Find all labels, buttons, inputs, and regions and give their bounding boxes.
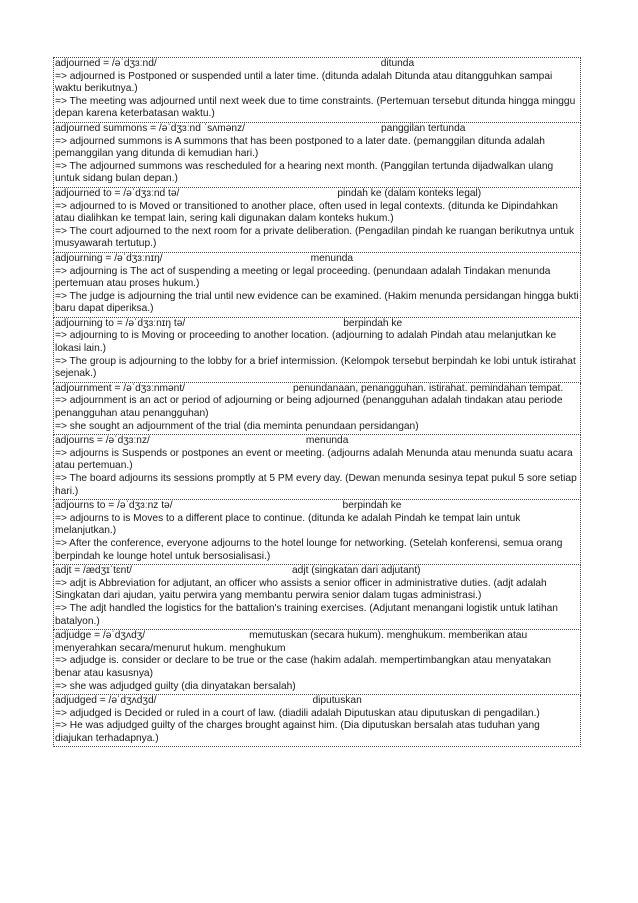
- entry-definition: => adjournment is an act or period of adjourning or being adjourned (penangguhan adalah tindakan atau periode penangguhan atau penangguhan): [55, 395, 563, 420]
- entry-definition: => adjt is Abbreviation for adjutant, an officer who assists a senior officer in administrative duties. (adjt adalah Singkatan dari ajudan, yaitu perwira yang membantu perwira senior dalam tugas administrasi.): [55, 577, 547, 602]
- entry-header: [55, 695, 579, 708]
- entry-header: [55, 630, 579, 655]
- entry-header: [55, 565, 579, 578]
- entry-term: adjourns to = /əˈdʒɜːnz tə/: [55, 500, 173, 512]
- entry-header: [55, 188, 579, 201]
- entry-example: => she was adjudged guilty (dia dinyatakan bersalah): [55, 680, 296, 692]
- glossary-entry: [53, 253, 581, 318]
- entry-example: => The board adjourns its sessions promptly at 5 PM every day. (Dewan menunda sesinya tepat pukul 5 sore setiap hari.): [55, 473, 577, 497]
- entry-definition: => adjourns to is Moves to a different place to continue. (ditunda ke adalah Pindah ke tempat lain untuk melanjutkan.): [55, 512, 521, 537]
- entry-term: adjournment = /əˈdʒɜːnmənt/: [55, 382, 185, 394]
- glossary-entry: [53, 318, 581, 383]
- entry-header: [55, 58, 579, 71]
- entry-example: => The adjt handled the logistics for the battalion's training exercises. (Adjutant menangani logistik untuk latihan batalyon.): [55, 602, 558, 627]
- entry-translation: berpindah ke: [343, 317, 403, 329]
- entry-term: adjudged = /əˈdʒʌdʒd/: [55, 695, 157, 707]
- entry-translation: panggilan tertunda: [381, 122, 466, 134]
- entry-example: => He was adjudged guilty of the charges brought against him. (Dia diputuskan bersalah atas tuduhan yang diajukan terhadapnya.): [55, 720, 540, 744]
- glossary-entry: [53, 383, 581, 435]
- entry-term: adjourning to = /əˈdʒɜːnɪŋ tə/: [55, 317, 186, 329]
- entry-term: adjourned = /əˈdʒɜːnd/: [55, 58, 157, 69]
- entry-term: adjourning = /əˈdʒɜːnɪŋ/: [55, 252, 163, 264]
- entry-translation: diputuskan: [312, 695, 362, 707]
- glossary-page: [53, 57, 581, 747]
- entry-header: [55, 383, 579, 396]
- entry-term: adjourned to = /əˈdʒɜːnd tə/: [55, 187, 180, 199]
- entry-definition: => adjudge is. consider or declare to be true or the case (hakim adalah. mempertimbangkan atau menyatakan benar atau kasusnya): [55, 655, 552, 679]
- glossary-entry: [53, 500, 581, 565]
- glossary-entry: [53, 123, 581, 188]
- entry-term: adjourns = /əˈdʒɜːnz/: [55, 435, 150, 447]
- entry-translation: penundanaan, penangguhan. istirahat. pemindahan tempat.: [293, 382, 564, 394]
- entry-header: [55, 435, 579, 448]
- glossary-entry: [53, 57, 581, 123]
- entry-definition: => adjudged is Decided or ruled in a court of law. (diadili adalah Diputuskan atau diputuskan di pengadilan.): [55, 707, 540, 719]
- entry-translation: menunda: [305, 435, 349, 447]
- entry-translation: menunda: [310, 252, 354, 264]
- entry-header: [55, 318, 579, 331]
- entry-translation: ditunda: [380, 58, 415, 69]
- entry-translation: berpindah ke: [342, 500, 402, 512]
- glossary-entry: [53, 695, 581, 747]
- entry-definition: => adjourning to is Moving or proceeding to another location. (adjourning to adalah Pindah atau melanjutkan ke lokasi lain.): [55, 330, 557, 355]
- entry-term: adjt = /ædʒɪˈtɛnt/: [55, 565, 132, 577]
- entry-example: => The group is adjourning to the lobby for a brief intermission. (Kelompok tersebut berpindah ke lobi untuk istirahat sejenak.): [55, 355, 576, 380]
- entry-example: => The meeting was adjourned until next week due to time constraints. (Pertemuan tersebut ditunda hingga minggu depan karena keterbatasan waktu.): [55, 95, 576, 120]
- entry-definition: => adjourned is Postponed or suspended until a later time. (ditunda adalah Ditunda atau ditangguhkan sampai waktu berikutnya.): [55, 70, 553, 95]
- glossary-entry: [53, 630, 581, 695]
- entry-term: adjourned summons = /əˈdʒɜːnd ˈsʌmənz/: [55, 122, 246, 134]
- entry-example: => After the conference, everyone adjourns to the hotel lounge for networking. (Setelah konferensi, semua orang berpindah ke lounge hotel untuk bersosialisasi.): [55, 537, 563, 562]
- entry-example: => The judge is adjourning the trial until new evidence can be examined. (Hakim menunda persidangan hingga bukti baru dapat diperiksa.): [55, 290, 579, 315]
- entry-header: [55, 500, 579, 513]
- entry-definition: => adjourned to is Moved or transitioned to another place, often used in legal contexts. (ditunda ke Dipindahkan atau dialihkan ke tempat lain, sering kali digunakan dalam konteks hukum.): [55, 200, 558, 225]
- entry-translation: memutuskan (secara hukum). menghukum. memberikan atau menyerahkan secara/menurut hukum. menghukum: [55, 630, 528, 654]
- entry-translation: pindah ke (dalam konteks legal): [337, 187, 482, 199]
- entry-example: => The court adjourned to the next room for a private deliberation. (Pengadilan pindah ke ruangan berikutnya untuk musyawarah tertutup.): [55, 225, 575, 250]
- entry-term: adjudge = /əˈdʒʌdʒ/: [55, 630, 146, 642]
- entry-example: => The adjourned summons was rescheduled for a hearing next month. (Panggilan tertunda dijadwalkan ulang untuk sidang bulan depan.): [55, 160, 554, 185]
- glossary-entry: [53, 435, 581, 500]
- entry-definition: => adjourns is Suspends or postpones an event or meeting. (adjourns adalah Menunda atau menunda suatu acara atau pertemuan.): [55, 447, 573, 472]
- entry-header: [55, 123, 579, 136]
- glossary-entry: [53, 565, 581, 630]
- entry-example: => she sought an adjournment of the trial (dia meminta penundaan persidangan): [55, 420, 419, 432]
- entry-definition: => adjourning is The act of suspending a meeting or legal proceeding. (penundaan adalah Tindakan menunda pertemuan atau proses hukum.): [55, 265, 551, 290]
- glossary-entry: [53, 188, 581, 253]
- entry-header: [55, 253, 579, 266]
- entry-definition: => adjourned summons is A summons that has been postponed to a later date. (pemanggilan ditunda adalah pemanggilan yang ditunda di kemudian hari.): [55, 135, 545, 160]
- entry-translation: adjt (singkatan dari adjutant): [292, 565, 421, 577]
